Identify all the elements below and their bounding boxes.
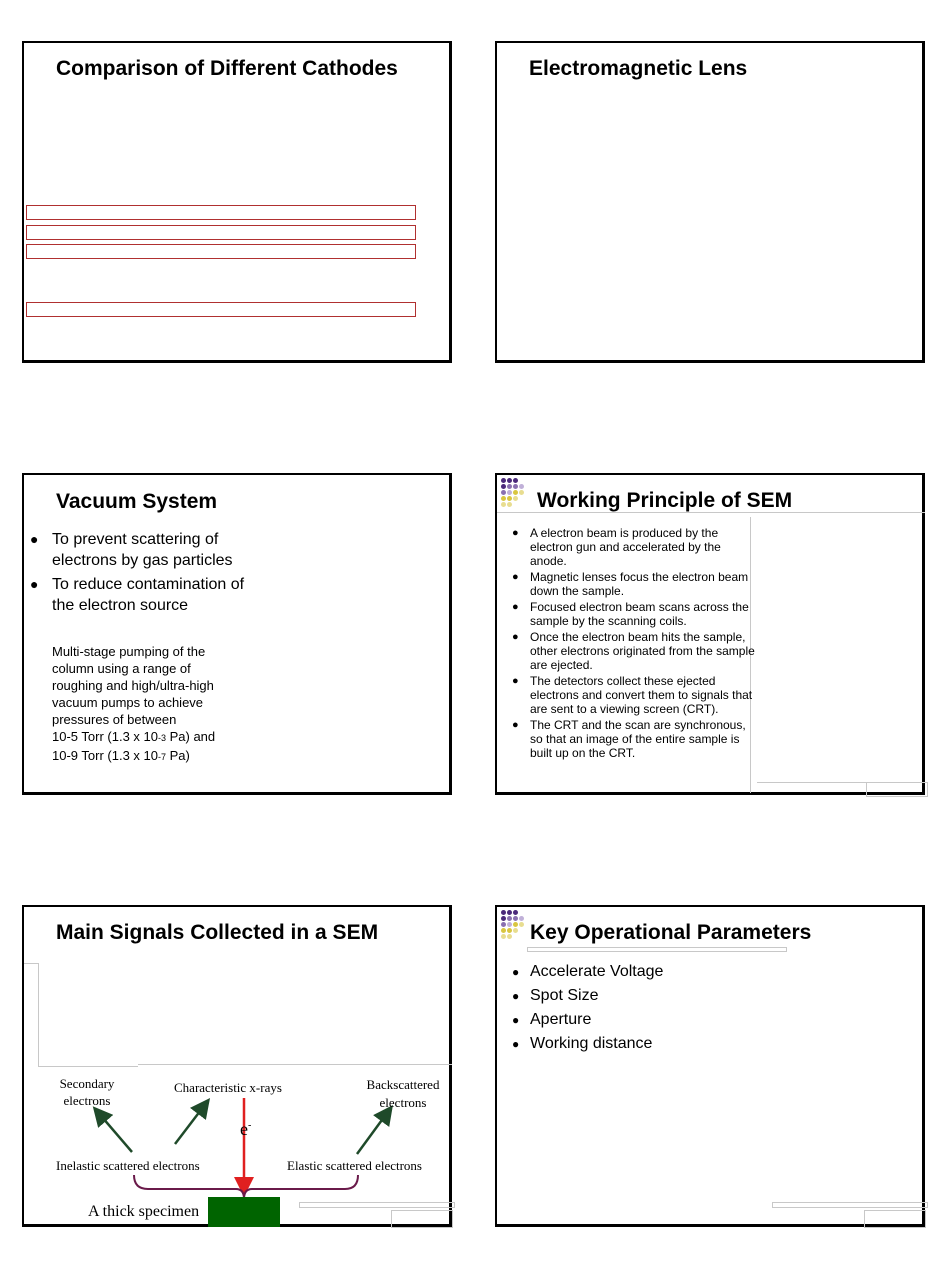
list-item: ● Magnetic lenses focus the electron beam down the sample. bbox=[512, 570, 749, 598]
slide-key-parameters bbox=[495, 905, 925, 1227]
list-item: ● The CRT and the scan are synchronous, so that an image of the entire sample is built up on the CRT. bbox=[512, 718, 746, 760]
slide-title: Working Principle of SEM bbox=[537, 489, 793, 512]
bullet-icon: ● bbox=[512, 675, 519, 687]
list-item: ● To prevent scattering of electrons by gas particles bbox=[30, 531, 233, 569]
bullet-icon: ● bbox=[512, 601, 519, 613]
divider-line bbox=[497, 512, 925, 513]
bullet-icon: ● bbox=[512, 989, 520, 1003]
bullet-list bbox=[512, 526, 758, 760]
backscatter-arrow bbox=[357, 1109, 390, 1154]
table-row-outline bbox=[26, 205, 416, 220]
list-item: ● To reduce contamination of the electron source bbox=[30, 576, 245, 614]
vacuum-description: Multi-stage pumping of the column using a range of roughing and high/ultra-high vacuum pumps to achieve pressures of between 10-5 Torr (1.3 x 10-3 Pa) and 10-9 Torr (1.3 x 10-7 Pa) bbox=[52, 643, 252, 766]
list-item: ● A electron beam is produced by the electron gun and accelerated by the anode. bbox=[512, 526, 721, 568]
table-row-outline bbox=[26, 225, 416, 240]
specimen-block bbox=[208, 1197, 280, 1227]
bullet-icon: ● bbox=[512, 571, 519, 583]
bullet-list bbox=[512, 960, 830, 1056]
list-item: ● Aperture bbox=[530, 1008, 830, 1032]
bullet-icon: ● bbox=[512, 527, 519, 539]
image-frame bbox=[38, 963, 39, 1067]
slide-title: Main Signals Collected in a SEM bbox=[56, 921, 379, 944]
bullet-icon: ● bbox=[512, 965, 520, 979]
brace bbox=[134, 1175, 358, 1199]
label-xrays: Characteristic x-rays bbox=[174, 1080, 282, 1095]
list-item: ● Focused electron beam scans across the sample by the scanning coils. bbox=[512, 600, 749, 628]
slide-main-signals bbox=[22, 905, 452, 1227]
slide-working-principle bbox=[495, 473, 925, 795]
list-item: ● Accelerate Voltage bbox=[530, 960, 830, 984]
slide-title: Electromagnetic Lens bbox=[529, 57, 748, 80]
bullet-icon: ● bbox=[30, 531, 39, 547]
list-item: ● Once the electron beam hits the sample, other electrons originated from the sample are ejected. bbox=[512, 630, 755, 672]
slide-title: Key Operational Parameters bbox=[530, 921, 812, 944]
xray-arrow bbox=[175, 1102, 207, 1144]
footer-line bbox=[772, 1202, 928, 1208]
label-secondary: Secondary electrons bbox=[59, 1076, 115, 1108]
label-elastic: Elastic scattered electrons bbox=[287, 1158, 422, 1173]
slide-cathodes bbox=[22, 41, 452, 363]
table-row-outline bbox=[26, 302, 416, 317]
list-item: ● The detectors collect these ejected electrons and convert them to signals that are sent to a viewing screen (CRT). bbox=[512, 674, 753, 716]
footer-box bbox=[866, 782, 928, 797]
table-row-outline bbox=[26, 244, 416, 259]
dot-pattern-icon bbox=[501, 910, 527, 946]
footer-line bbox=[757, 782, 867, 783]
bullet-icon: ● bbox=[512, 719, 519, 731]
secondary-arrow bbox=[96, 1110, 132, 1152]
dot-pattern-icon bbox=[501, 478, 527, 514]
bullet-icon: ● bbox=[512, 1013, 520, 1027]
list-item: ● Working distance bbox=[530, 1032, 830, 1056]
image-frame bbox=[24, 963, 38, 964]
slide-title: Vacuum System bbox=[56, 490, 218, 513]
slide-title: Comparison of Different Cathodes bbox=[56, 57, 398, 80]
pressure-line-1: 10-5 Torr (1.3 x 10-3 Pa) and bbox=[52, 729, 216, 744]
footer-box bbox=[864, 1210, 926, 1228]
label-specimen: A thick specimen bbox=[88, 1203, 200, 1220]
label-inelastic: Inelastic scattered electrons bbox=[56, 1158, 200, 1173]
bullet-list bbox=[30, 529, 252, 616]
bullet-icon: ● bbox=[512, 1037, 520, 1051]
slide-vacuum bbox=[22, 473, 452, 795]
slide-lens bbox=[495, 41, 925, 363]
list-item: ● Spot Size bbox=[530, 984, 830, 1008]
label-backscattered: Backscattered electrons bbox=[366, 1077, 440, 1110]
label-electron: e- bbox=[240, 1119, 252, 1139]
pressure-line-2: 10-9 Torr (1.3 x 10-7 Pa) bbox=[52, 748, 190, 763]
bullet-icon: ● bbox=[30, 576, 39, 592]
bullet-icon: ● bbox=[512, 631, 519, 643]
divider-line bbox=[527, 947, 787, 952]
